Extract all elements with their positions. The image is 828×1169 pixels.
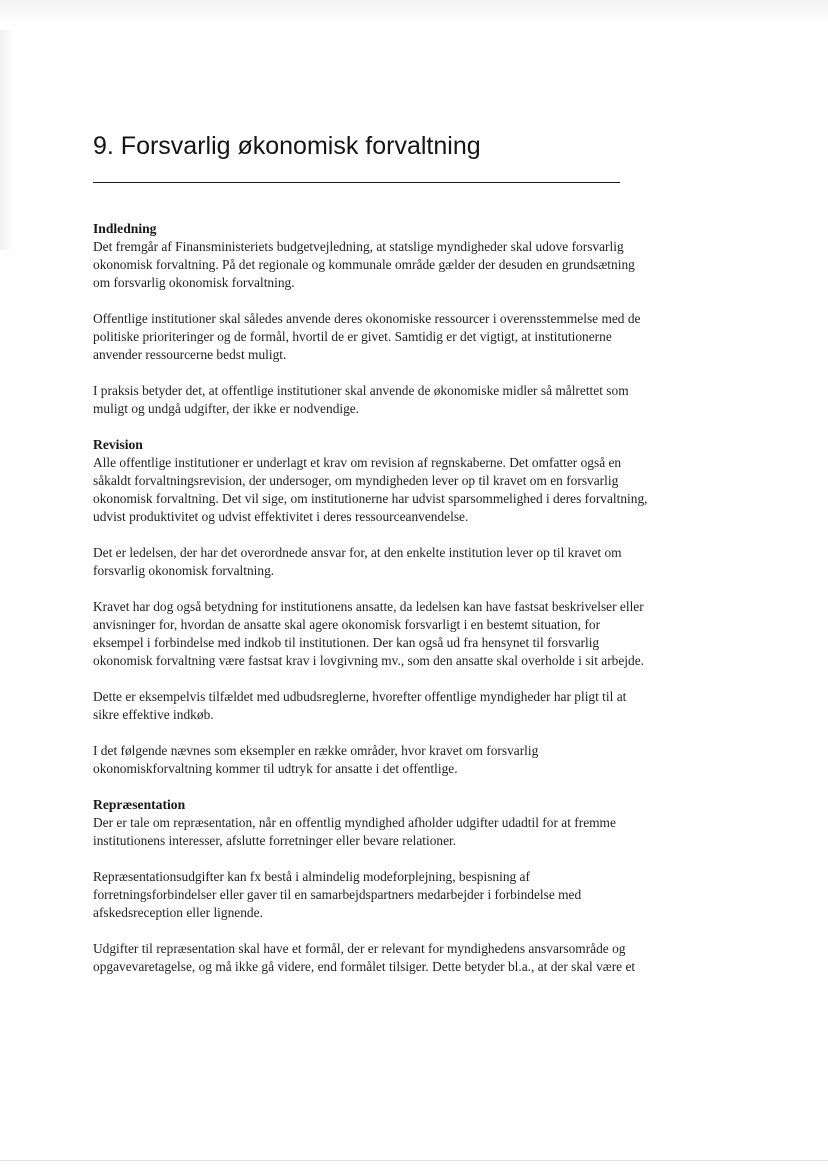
section-heading-revision: Revision: [93, 437, 143, 452]
text-line: okonomisk forvaltning. Det vil sige, om institutionerne har udvist sparsommelighed i deres forvaltning,: [93, 491, 648, 506]
title-rule: [93, 182, 620, 183]
paragraph: [93, 868, 733, 922]
document-body: [93, 220, 733, 994]
paragraph: [93, 454, 733, 526]
paragraph: [93, 814, 733, 850]
text-line: anvender ressourcerne bedst muligt.: [93, 347, 287, 362]
text-line: forretningsforbindelser eller gaver til en samarbejdspartners medarbejder i forbindelse med: [93, 887, 582, 902]
paragraph: [93, 238, 733, 292]
text-line: Kravet har dog også betydning for institutionens ansatte, da ledelsen kan have fastsat beskrivelser eller: [93, 599, 644, 614]
text-line: forsvarlig okonomisk forvaltning.: [93, 563, 275, 578]
paragraph: [93, 688, 733, 724]
paragraph: [93, 544, 733, 580]
text-line: okonomisk forvaltning være fastsat krav i lovgivning mv., som den ansatte skal overholde i sit arbejde.: [93, 653, 645, 668]
text-line: Alle offentlige institutioner er underlagt et krav om revision af regnskaberne. Det omfatter også en: [93, 455, 622, 470]
text-line: anvisninger for, hvordan de ansatte skal agere okonomisk forsvarligt i en bestemt situation, for: [93, 617, 601, 632]
paragraph: [93, 382, 733, 418]
text-line: okonomiskforvaltning kommer til udtryk for ansatte i det offentlige.: [93, 761, 458, 776]
section-heading-indledning: Indledning: [93, 221, 157, 236]
text-line: eksempel i forbindelse med indkob til institutionen. Der kan også ud fra hensynet til forsvarlig: [93, 635, 600, 650]
text-line: udvist produktivitet og udvist effektivitet i deres ressourceanvendelse.: [93, 509, 469, 524]
scan-edge-left: [0, 30, 14, 250]
text-line: politiske prioriteringer og de formål, hvortil de er givet. Samtidig er det vigtigt, at institutionerne: [93, 329, 612, 344]
text-line: opgavevaretagelse, og må ikke gå videre, end formålet tilsiger. Dette betyder bl.a., at der skal være et: [93, 959, 636, 974]
paragraph: [93, 598, 733, 670]
page-title: 9. Forsvarlig økonomisk forvaltning: [93, 132, 481, 160]
text-line: Der er tale om repræsentation, når en offentlig myndighed afholder udgifter udadtil for at fremme: [93, 815, 616, 830]
text-line: Udgifter til repræsentation skal have et formål, der er relevant for myndighedens ansvarsområde og: [93, 941, 626, 956]
text-line: såkaldt forvaltningsrevision, der undersoger, om myndigheden lever op til kravet om en forsvarlig: [93, 473, 619, 488]
text-line: sikre effektive indkøb.: [93, 707, 214, 722]
text-line: Offentlige institutioner skal således anvende deres okonomiske ressourcer i overensstemmelse med de: [93, 311, 641, 326]
paragraph: [93, 310, 733, 364]
scan-edge-bottom: [0, 1160, 828, 1161]
text-line: I det følgende nævnes som eksempler en række områder, hvor kravet om forsvarlig: [93, 743, 539, 758]
text-line: Repræsentationsudgifter kan fx bestå i almindelig modeforplejning, bespisning af: [93, 869, 530, 884]
section-heading-repraesentation: Repræsentation: [93, 797, 186, 812]
text-line: muligt og undgå udgifter, der ikke er nodvendige.: [93, 401, 360, 416]
text-line: I praksis betyder det, at offentlige institutioner skal anvende de økonomiske midler så målrettet som: [93, 383, 629, 398]
text-line: afskedsreception eller lignende.: [93, 905, 263, 920]
text-line: Det fremgår af Finansministeriets budgetvejledning, at statslige myndigheder skal udove forsvarlig: [93, 239, 624, 254]
text-line: okonomisk forvaltning. På det regionale og kommunale område gælder der desuden en grundsætning: [93, 257, 635, 272]
scan-edge-top: [0, 0, 828, 26]
text-line: Det er ledelsen, der har det overordnede ansvar for, at den enkelte institution lever op til kravet om: [93, 545, 622, 560]
paragraph: [93, 940, 733, 976]
text-line: om forsvarlig okonomisk forvaltning.: [93, 275, 295, 290]
paragraph: [93, 742, 733, 778]
text-line: Dette er eksempelvis tilfældet med udbudsreglerne, hvorefter offentlige myndigheder har pligt til at: [93, 689, 627, 704]
text-line: institutionens interesser, afslutte forretninger eller bevare relationer.: [93, 833, 457, 848]
